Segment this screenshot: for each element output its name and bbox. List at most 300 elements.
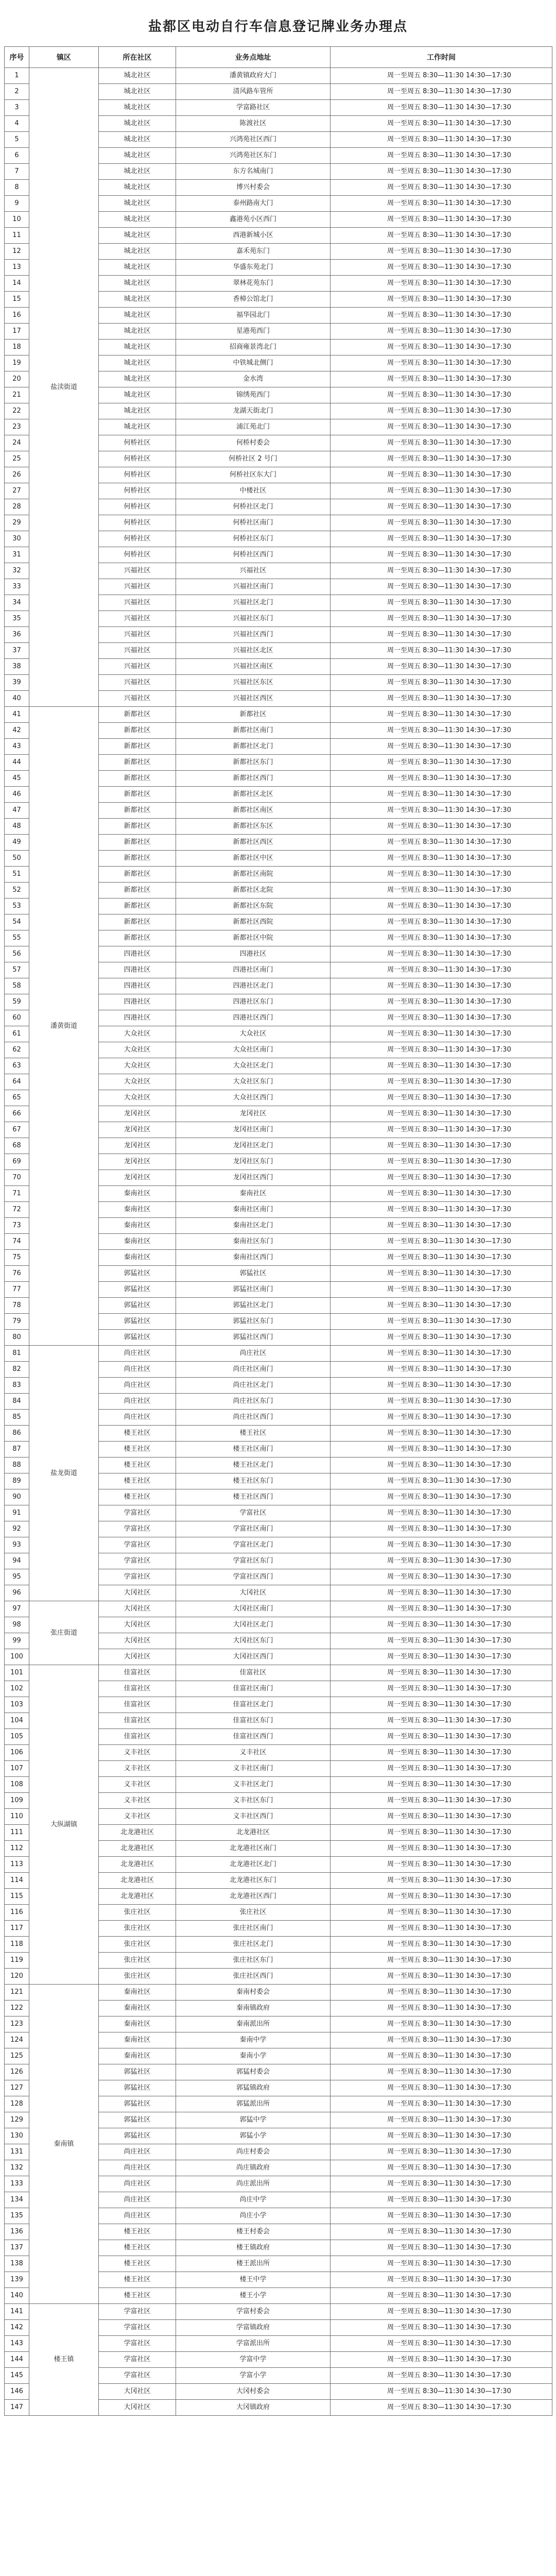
cell-community: 何桥社区 [99,467,176,483]
cell-time: 周一至周五 8:30—11:30 14:30—17:30 [331,1378,552,1394]
cell-location: 四港社区西门 [176,1010,331,1026]
cell-no: 126 [5,2064,29,2080]
cell-no: 64 [5,1074,29,1090]
cell-time: 周一至周五 8:30—11:30 14:30—17:30 [331,2400,552,2416]
cell-time: 周一至周五 8:30—11:30 14:30—17:30 [331,1537,552,1553]
cell-location: 学富社区南门 [176,1521,331,1537]
cell-community: 义丰社区 [99,1761,176,1777]
cell-time: 周一至周五 8:30—11:30 14:30—17:30 [331,1873,552,1889]
cell-street: 潘黄街道 [29,707,99,1346]
cell-location: 何桥社区西门 [176,547,331,563]
cell-community: 大冈社区 [99,1633,176,1649]
cell-location: 尚庄小学 [176,2208,331,2224]
cell-community: 郭猛社区 [99,2112,176,2128]
cell-time: 周一至周五 8:30—11:30 14:30—17:30 [331,244,552,260]
cell-time: 周一至周五 8:30—11:30 14:30—17:30 [331,1410,552,1426]
cell-community: 郭猛社区 [99,1298,176,1314]
cell-no: 117 [5,1921,29,1937]
cell-location: 龙冈社区 [176,1106,331,1122]
cell-no: 61 [5,1026,29,1042]
cell-no: 60 [5,1010,29,1026]
cell-time: 周一至周五 8:30—11:30 14:30—17:30 [331,1106,552,1122]
cell-location: 中铁城北侧门 [176,355,331,371]
cell-no: 106 [5,1745,29,1761]
cell-community: 大冈社区 [99,1649,176,1665]
cell-street: 张庄街道 [29,1601,99,1665]
cell-location: 义丰社区北门 [176,1777,331,1793]
cell-location: 金水湾 [176,371,331,387]
cell-location: 新都社区北区 [176,787,331,803]
cell-no: 75 [5,1250,29,1266]
cell-community: 佳富社区 [99,1697,176,1713]
cell-community: 城北社区 [99,228,176,244]
cell-community: 何桥社区 [99,451,176,467]
cell-time: 周一至周五 8:30—11:30 14:30—17:30 [331,403,552,419]
cell-community: 义丰社区 [99,1809,176,1825]
cell-location: 东方名城南门 [176,164,331,180]
cell-no: 89 [5,1473,29,1489]
cell-no: 18 [5,340,29,355]
cell-no: 35 [5,611,29,627]
cell-no: 55 [5,930,29,946]
cell-no: 121 [5,1985,29,2001]
cell-location: 新都社区南区 [176,803,331,819]
cell-community: 秦南社区 [99,1202,176,1218]
cell-location: 楼王社区北门 [176,1458,331,1473]
cell-time: 周一至周五 8:30—11:30 14:30—17:30 [331,260,552,276]
cell-time: 周一至周五 8:30—11:30 14:30—17:30 [331,803,552,819]
cell-location: 泰州路南大门 [176,196,331,212]
cell-location: 楼王中学 [176,2272,331,2288]
cell-community: 城北社区 [99,100,176,116]
cell-no: 9 [5,196,29,212]
cell-location: 新都社区东门 [176,755,331,771]
cell-no: 72 [5,1202,29,1218]
cell-time: 周一至周五 8:30—11:30 14:30—17:30 [331,899,552,914]
cell-location: 何桥村委会 [176,435,331,451]
cell-location: 张庄社区南门 [176,1921,331,1937]
cell-location: 学富小学 [176,2368,331,2384]
cell-no: 136 [5,2224,29,2240]
cell-time: 周一至周五 8:30—11:30 14:30—17:30 [331,1825,552,1841]
cell-no: 19 [5,355,29,371]
cell-location: 秦南镇政府 [176,2001,331,2016]
cell-no: 5 [5,132,29,148]
cell-community: 佳富社区 [99,1665,176,1681]
cell-no: 58 [5,978,29,994]
cell-community: 秦南社区 [99,1250,176,1266]
cell-community: 大冈社区 [99,1601,176,1617]
cell-no: 146 [5,2384,29,2400]
cell-no: 137 [5,2240,29,2256]
cell-time: 周一至周五 8:30—11:30 14:30—17:30 [331,1921,552,1937]
cell-time: 周一至周五 8:30—11:30 14:30—17:30 [331,1170,552,1186]
cell-street: 秦南镇 [29,1985,99,2304]
cell-community: 尚庄社区 [99,1362,176,1378]
cell-community: 城北社区 [99,324,176,340]
cell-no: 42 [5,723,29,739]
cell-no: 50 [5,851,29,867]
cell-location: 郭猛社区南门 [176,1282,331,1298]
cell-community: 张庄社区 [99,1953,176,1969]
cell-location: 兴福社区南门 [176,579,331,595]
cell-time: 周一至周五 8:30—11:30 14:30—17:30 [331,1681,552,1697]
cell-community: 北龙港社区 [99,1873,176,1889]
cell-time: 周一至周五 8:30—11:30 14:30—17:30 [331,292,552,308]
cell-community: 大冈社区 [99,2400,176,2416]
cell-time: 周一至周五 8:30—11:30 14:30—17:30 [331,595,552,611]
cell-no: 92 [5,1521,29,1537]
cell-no: 10 [5,212,29,228]
cell-location: 佳富社区南门 [176,1681,331,1697]
cell-community: 秦南社区 [99,2016,176,2032]
cell-time: 周一至周五 8:30—11:30 14:30—17:30 [331,1218,552,1234]
cell-location: 陈渡社区 [176,116,331,132]
table-header-row [5,47,552,68]
cell-location: 四港社区南门 [176,962,331,978]
cell-community: 城北社区 [99,260,176,276]
cell-location: 龙冈社区北门 [176,1138,331,1154]
cell-location: 大冈社区 [176,1585,331,1601]
cell-no: 63 [5,1058,29,1074]
cell-time: 周一至周五 8:30—11:30 14:30—17:30 [331,2272,552,2288]
cell-location: 兴福社区西区 [176,691,331,707]
cell-no: 25 [5,451,29,467]
cell-no: 17 [5,324,29,340]
cell-time: 周一至周五 8:30—11:30 14:30—17:30 [331,2336,552,2352]
cell-no: 29 [5,515,29,531]
cell-community: 新都社区 [99,803,176,819]
cell-location: 新都社区中院 [176,930,331,946]
cell-no: 65 [5,1090,29,1106]
cell-community: 尚庄社区 [99,1346,176,1362]
cell-street: 楼王镇 [29,2304,99,2416]
cell-location: 龙冈社区东门 [176,1154,331,1170]
table-row [5,707,552,723]
cell-no: 83 [5,1378,29,1394]
cell-location: 北龙港社区 [176,1825,331,1841]
cell-location: 郭猛社区西门 [176,1330,331,1346]
cell-no: 28 [5,499,29,515]
cell-street: 盐渎街道 [29,68,99,707]
cell-time: 周一至周五 8:30—11:30 14:30—17:30 [331,2288,552,2304]
cell-time: 周一至周五 8:30—11:30 14:30—17:30 [331,1314,552,1330]
cell-time: 周一至周五 8:30—11:30 14:30—17:30 [331,1985,552,2001]
cell-no: 34 [5,595,29,611]
cell-no: 101 [5,1665,29,1681]
cell-time: 周一至周五 8:30—11:30 14:30—17:30 [331,930,552,946]
cell-no: 140 [5,2288,29,2304]
table-body [5,68,552,2416]
cell-community: 学富社区 [99,2352,176,2368]
cell-time: 周一至周五 8:30—11:30 14:30—17:30 [331,1729,552,1745]
cell-time: 周一至周五 8:30—11:30 14:30—17:30 [331,1617,552,1633]
cell-no: 13 [5,260,29,276]
cell-time: 周一至周五 8:30—11:30 14:30—17:30 [331,2032,552,2048]
cell-no: 139 [5,2272,29,2288]
cell-time: 周一至周五 8:30—11:30 14:30—17:30 [331,1697,552,1713]
cell-no: 131 [5,2144,29,2160]
cell-time: 周一至周五 8:30—11:30 14:30—17:30 [331,883,552,899]
cell-time: 周一至周五 8:30—11:30 14:30—17:30 [331,2144,552,2160]
cell-no: 107 [5,1761,29,1777]
cell-time: 周一至周五 8:30—11:30 14:30—17:30 [331,435,552,451]
cell-location: 学富社区西门 [176,1569,331,1585]
cell-no: 127 [5,2080,29,2096]
cell-time: 周一至周五 8:30—11:30 14:30—17:30 [331,2176,552,2192]
cell-location: 兴福社区东区 [176,675,331,691]
cell-location: 福华园北门 [176,308,331,324]
cell-community: 城北社区 [99,148,176,164]
cell-time: 周一至周五 8:30—11:30 14:30—17:30 [331,2352,552,2368]
cell-community: 楼王社区 [99,1442,176,1458]
cell-community: 秦南社区 [99,1234,176,1250]
cell-no: 14 [5,276,29,292]
cell-time: 周一至周五 8:30—11:30 14:30—17:30 [331,467,552,483]
cell-time: 周一至周五 8:30—11:30 14:30—17:30 [331,962,552,978]
cell-time: 周一至周五 8:30—11:30 14:30—17:30 [331,1442,552,1458]
cell-no: 38 [5,659,29,675]
cell-community: 秦南社区 [99,1186,176,1202]
cell-location: 星港苑西门 [176,324,331,340]
cell-no: 144 [5,2352,29,2368]
cell-no: 93 [5,1537,29,1553]
cell-community: 城北社区 [99,371,176,387]
cell-location: 楼王社区南门 [176,1442,331,1458]
cell-community: 楼王社区 [99,1426,176,1442]
cell-time: 周一至周五 8:30—11:30 14:30—17:30 [331,2128,552,2144]
cell-no: 116 [5,1905,29,1921]
header-no: 序号 [5,47,29,68]
cell-location: 鑫港苑小区西门 [176,212,331,228]
header-community: 所在社区 [99,47,176,68]
cell-no: 48 [5,819,29,835]
cell-community: 四港社区 [99,946,176,962]
cell-no: 98 [5,1617,29,1633]
cell-no: 53 [5,899,29,914]
cell-community: 郭猛社区 [99,2128,176,2144]
cell-location: 尚庄中学 [176,2192,331,2208]
cell-location: 郭猛社区东门 [176,1314,331,1330]
cell-time: 周一至周五 8:30—11:30 14:30—17:30 [331,691,552,707]
cell-location: 新都社区 [176,707,331,723]
cell-time: 周一至周五 8:30—11:30 14:30—17:30 [331,2001,552,2016]
cell-location: 新都社区北院 [176,883,331,899]
cell-no: 143 [5,2336,29,2352]
cell-location: 大众社区南门 [176,1042,331,1058]
cell-no: 46 [5,787,29,803]
cell-time: 周一至周五 8:30—11:30 14:30—17:30 [331,355,552,371]
cell-location: 尚庄社区北门 [176,1378,331,1394]
cell-no: 37 [5,643,29,659]
cell-location: 义丰社区西门 [176,1809,331,1825]
cell-community: 尚庄社区 [99,1394,176,1410]
cell-no: 40 [5,691,29,707]
cell-no: 20 [5,371,29,387]
cell-no: 22 [5,403,29,419]
cell-location: 兴福社区北区 [176,643,331,659]
cell-time: 周一至周五 8:30—11:30 14:30—17:30 [331,1250,552,1266]
cell-community: 龙冈社区 [99,1106,176,1122]
cell-time: 周一至周五 8:30—11:30 14:30—17:30 [331,1937,552,1953]
cell-location: 招商雍景湾北门 [176,340,331,355]
table-row [5,1665,552,1681]
cell-time: 周一至周五 8:30—11:30 14:30—17:30 [331,2256,552,2272]
cell-no: 59 [5,994,29,1010]
cell-no: 11 [5,228,29,244]
cell-location: 四港社区东门 [176,994,331,1010]
cell-location: 大冈社区南门 [176,1601,331,1617]
cell-location: 大众社区 [176,1026,331,1042]
cell-location: 郭猛派出所 [176,2096,331,2112]
cell-time: 周一至周五 8:30—11:30 14:30—17:30 [331,324,552,340]
cell-community: 城北社区 [99,132,176,148]
cell-location: 新都社区南院 [176,867,331,883]
cell-community: 兴福社区 [99,659,176,675]
cell-no: 82 [5,1362,29,1378]
cell-no: 74 [5,1234,29,1250]
cell-time: 周一至周五 8:30—11:30 14:30—17:30 [331,1713,552,1729]
cell-no: 78 [5,1298,29,1314]
cell-community: 大冈社区 [99,1617,176,1633]
cell-time: 周一至周五 8:30—11:30 14:30—17:30 [331,515,552,531]
cell-no: 120 [5,1969,29,1985]
cell-location: 北龙港社区北门 [176,1857,331,1873]
cell-community: 大众社区 [99,1058,176,1074]
cell-street: 盐龙街道 [29,1346,99,1601]
cell-no: 110 [5,1809,29,1825]
cell-community: 城北社区 [99,292,176,308]
cell-time: 周一至周五 8:30—11:30 14:30—17:30 [331,1665,552,1681]
cell-location: 秦南社区 [176,1186,331,1202]
cell-community: 张庄社区 [99,1921,176,1937]
cell-location: 尚庄村委会 [176,2144,331,2160]
cell-community: 佳富社区 [99,1681,176,1697]
cell-no: 109 [5,1793,29,1809]
cell-community: 新都社区 [99,835,176,851]
cell-location: 义丰社区 [176,1745,331,1761]
cell-no: 73 [5,1218,29,1234]
cell-community: 兴福社区 [99,563,176,579]
cell-location: 华盛东苑北门 [176,260,331,276]
cell-community: 城北社区 [99,387,176,403]
cell-community: 秦南社区 [99,2032,176,2048]
cell-location: 学富社区东门 [176,1553,331,1569]
table-row [5,68,552,84]
cell-no: 133 [5,2176,29,2192]
cell-location: 学富路社区 [176,100,331,116]
cell-location: 郭猛中学 [176,2112,331,2128]
cell-time: 周一至周五 8:30—11:30 14:30—17:30 [331,1330,552,1346]
cell-community: 学富社区 [99,1521,176,1537]
cell-time: 周一至周五 8:30—11:30 14:30—17:30 [331,1649,552,1665]
cell-location: 郭猛社区北门 [176,1298,331,1314]
cell-location: 锦绣苑西门 [176,387,331,403]
cell-community: 秦南社区 [99,1218,176,1234]
cell-time: 周一至周五 8:30—11:30 14:30—17:30 [331,1809,552,1825]
cell-community: 郭猛社区 [99,1330,176,1346]
cell-no: 71 [5,1186,29,1202]
cell-community: 城北社区 [99,276,176,292]
cell-community: 尚庄社区 [99,2176,176,2192]
cell-community: 学富社区 [99,2368,176,2384]
cell-time: 周一至周五 8:30—11:30 14:30—17:30 [331,2192,552,2208]
cell-location: 新都社区北门 [176,739,331,755]
cell-community: 城北社区 [99,164,176,180]
cell-no: 32 [5,563,29,579]
cell-location: 大冈镇政府 [176,2400,331,2416]
cell-community: 新都社区 [99,787,176,803]
cell-community: 楼王社区 [99,2224,176,2240]
cell-no: 102 [5,1681,29,1697]
cell-no: 124 [5,2032,29,2048]
cell-location: 龙冈社区西门 [176,1170,331,1186]
cell-time: 周一至周五 8:30—11:30 14:30—17:30 [331,1761,552,1777]
cell-community: 义丰社区 [99,1745,176,1761]
cell-time: 周一至周五 8:30—11:30 14:30—17:30 [331,2208,552,2224]
cell-no: 104 [5,1713,29,1729]
cell-community: 大众社区 [99,1074,176,1090]
cell-community: 楼王社区 [99,1458,176,1473]
cell-location: 香樟公馆北门 [176,292,331,308]
cell-community: 兴福社区 [99,595,176,611]
cell-time: 周一至周五 8:30—11:30 14:30—17:30 [331,643,552,659]
cell-community: 尚庄社区 [99,1410,176,1426]
cell-time: 周一至周五 8:30—11:30 14:30—17:30 [331,978,552,994]
cell-no: 33 [5,579,29,595]
cell-no: 43 [5,739,29,755]
cell-community: 城北社区 [99,68,176,84]
cell-no: 31 [5,547,29,563]
cell-location: 秦南派出所 [176,2016,331,2032]
cell-community: 新都社区 [99,819,176,835]
cell-no: 141 [5,2304,29,2320]
cell-community: 城北社区 [99,116,176,132]
cell-community: 新都社区 [99,867,176,883]
cell-time: 周一至周五 8:30—11:30 14:30—17:30 [331,914,552,930]
cell-community: 龙冈社区 [99,1122,176,1138]
cell-location: 大冈村委会 [176,2384,331,2400]
cell-community: 兴福社区 [99,627,176,643]
table-row [5,1985,552,2001]
cell-time: 周一至周五 8:30—11:30 14:30—17:30 [331,1362,552,1378]
cell-community: 大冈社区 [99,2384,176,2400]
cell-time: 周一至周五 8:30—11:30 14:30—17:30 [331,483,552,499]
cell-location: 兴鸿苑社区东门 [176,148,331,164]
cell-no: 91 [5,1505,29,1521]
cell-no: 21 [5,387,29,403]
cell-time: 周一至周五 8:30—11:30 14:30—17:30 [331,1090,552,1106]
cell-no: 96 [5,1585,29,1601]
cell-time: 周一至周五 8:30—11:30 14:30—17:30 [331,132,552,148]
cell-time: 周一至周五 8:30—11:30 14:30—17:30 [331,627,552,643]
cell-location: 何桥社区东大门 [176,467,331,483]
cell-location: 兴鸿苑社区西门 [176,132,331,148]
cell-location: 兴福社区东门 [176,611,331,627]
cell-time: 周一至周五 8:30—11:30 14:30—17:30 [331,1841,552,1857]
cell-location: 西港新城小区 [176,228,331,244]
cell-no: 135 [5,2208,29,2224]
cell-time: 周一至周五 8:30—11:30 14:30—17:30 [331,499,552,515]
cell-community: 佳富社区 [99,1729,176,1745]
cell-no: 99 [5,1633,29,1649]
cell-location: 大冈社区西门 [176,1649,331,1665]
cell-no: 68 [5,1138,29,1154]
cell-community: 龙冈社区 [99,1138,176,1154]
cell-time: 周一至周五 8:30—11:30 14:30—17:30 [331,100,552,116]
cell-no: 132 [5,2160,29,2176]
cell-no: 69 [5,1154,29,1170]
